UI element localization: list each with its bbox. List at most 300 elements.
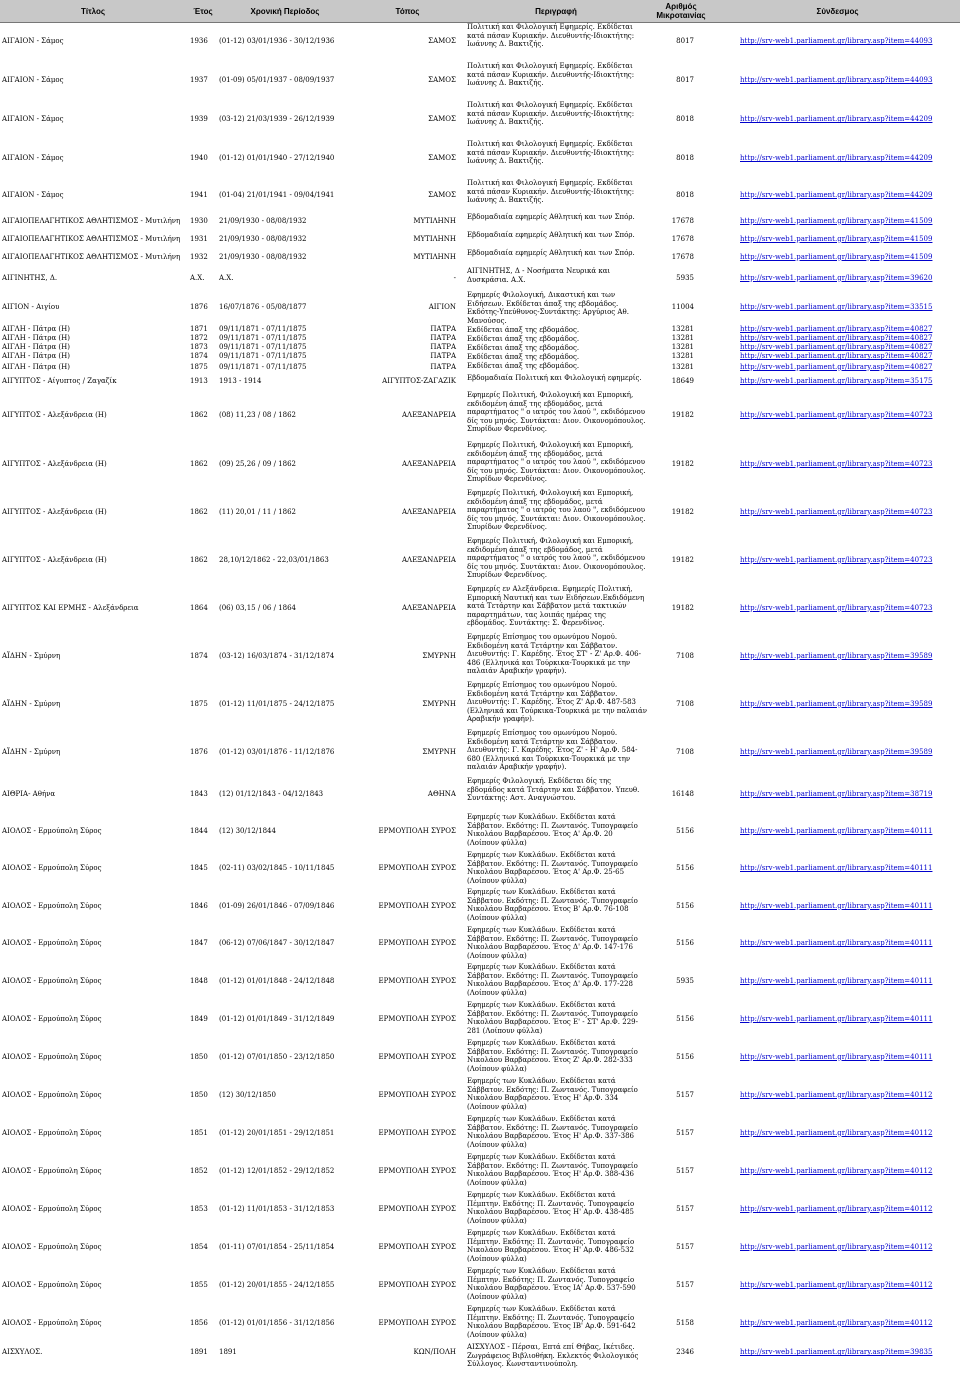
description-cell: Πολιτική και Φιλολογική Εφημερίς. Εκδίδεται κατά πάσαν Κυριακήν. Διευθυντής-Ιδιοκτήτης: Ιωάννης Δ. Βακτιζής. [467,101,635,126]
microfilm-number-cell: 19182 [671,555,694,564]
header-link: Σύνδεσμος [816,6,859,16]
link-cell[interactable]: http://srv-web1.parliament.gr/library.asp?item=40827 [740,325,933,334]
microfilm-number-cell: 13281 [671,352,694,361]
period-cell: (01-12) 01/01/1856 - 31/12/1856 [219,1318,335,1327]
place-cell: ΣΜΥΡΝΗ [422,699,456,708]
description-cell: Εβδομαδιαία εφημερίς Αθλητική και των Σπόρ. [467,213,635,221]
year-cell: 1876 [190,747,208,756]
place-cell: ΚΩΝ/ΠΟΛΗ [413,1348,456,1357]
description-cell: Εφημερίς των Κυκλάδων. Εκδίδεται κατά Σάββατον. Εκδότης: Π. Ζωντανός. Τυπογραφείο Νικολάου Βαρβαρέσου. Έτος Ε' - ΣΤ' Αρ.Φ. 229-281 (Λοίπουν φύλλα) [467,1001,638,1035]
microfilm-number-cell: 8017 [676,76,694,85]
year-cell: 1875 [190,699,208,708]
period-cell: 09/11/1871 - 07/11/1875 [219,325,307,334]
description-cell: Πολιτική και Φιλολογική Εφημερίς. Εκδίδεται κατά πάσαν Κυριακήν. Διευθυντής-Ιδιοκτήτης: Ιωάννης Δ. Βακτιζής. [467,179,635,204]
period-cell: (01-12) 11/01/1875 - 24/12/1875 [219,699,335,708]
period-cell: (11) 20,01 / 11 / 1862 [219,507,296,516]
period-cell: (01-12) 01/01/1940 - 27/12/1940 [219,154,335,163]
place-cell: ΠΑΤΡΑ [430,325,456,334]
microfilm-number-cell: 5935 [676,976,694,985]
place-cell: ΣΜΥΡΝΗ [422,747,456,756]
table-row [0,361,960,373]
title-cell: ΑΙΓΑΙΟΝ - Σάμος [2,154,64,163]
table-row [0,230,960,248]
description-cell: Πολιτική και Φιλολογική Εφημερίς. Εκδίδεται κατά πάσαν Κυριακήν. Διευθυντής-Ιδιοκτήτης: Ιωάννης Δ. Βακτιζής. [467,140,635,165]
microfilm-number-cell: 5156 [676,1014,694,1023]
table-row [0,812,960,850]
link-cell[interactable]: http://srv-web1.parliament.gr/library.asp?item=40112 [740,1128,933,1137]
description-cell: ΑΙΓΙΝΗΤΗΣ, Δ - Νοσήματα Νευρικά και Δυσκράσια. Α.Χ. [467,267,611,284]
period-cell: Α.Χ. [219,273,234,282]
description-cell: Εφημερίς Πολιτική, Φιλολογική και Εμπορική, εκδιδομένη άπαξ της εβδομάδος, μετά παραρτήματος " ο ιατρός του λαού ", εκδιδόμενου δίς του μηνός. Συντάκται: Διον. Οικονομόπουλος. Σπυρίδων Φερενδίνος. [467,537,646,579]
year-cell: 1940 [190,154,208,163]
table-row [0,100,960,139]
microfilm-number-cell: 8018 [676,154,694,163]
year-cell: 1937 [190,76,208,85]
description-cell: Εκδίδεται άπαξ της εβδομάδος. [467,335,580,343]
period-cell: (01-12) 03/01/1876 - 11/12/1876 [219,747,335,756]
microfilm-number-cell: 8017 [676,37,694,46]
table-row [0,680,960,728]
description-cell: Εφημερίς Πολιτική, Φιλολογική και Εμπορική, εκδιδομένη άπαξ της εβδομάδος, μετά παραρτήματος " ο ιατρός του λαού ", εκδιδόμενου δίς του μηνός. Συντάκται: Διον. Οικονομόπουλος. Σπυρίδων Φερενδίνος. [467,489,646,531]
microfilm-number-cell: 5157 [676,1128,694,1137]
microfilm-number-cell: 5157 [676,1204,694,1213]
link-cell[interactable]: http://srv-web1.parliament.gr/library.asp?item=41509 [740,252,933,261]
year-cell: 1846 [190,901,208,910]
year-cell: 1850 [190,1052,208,1061]
description-cell: Εφημερίς Επίσημος του ομωνύμου Νομού. Εκδιδομένη κατά Τετάρτην και Σάββατον. Διευθυντής: Γ. Καρέδης. Έτος ΣΤ' - Ζ' Αρ.Φ. 406-486 (Ελληνικά και Τούρκικα-Τουρκικά με την παλαιάν Αραβικήν γραφήν). [467,633,641,675]
description-cell: Εφημερίς των Κυκλάδων. Εκδίδεται κατά Σάββατον. Εκδότης: Π. Ζωντανός. Τυπογραφείο Νικολάου Βαρβαρέσου. Έτος Α' Αρ.Φ. 20 (Λοίπουν φύλλα) [467,813,638,847]
link-cell[interactable]: http://srv-web1.parliament.gr/library.asp?item=40723 [740,507,933,516]
link-cell[interactable]: http://srv-web1.parliament.gr/library.asp?item=33515 [740,303,933,312]
description-cell: Εφημερίς των Κυκλάδων. Εκδίδεται κατά Σάββατον. Εκδότης: Π. Ζωντανός. Τυπογραφείο Νικολάου Βαρβαρέσου. Έτος Η' Αρ.Φ. 337-386 (Λοίπουν φύλλα) [467,1115,638,1149]
microfilm-number-cell: 2346 [676,1348,694,1357]
title-cell: ΑΙΓΑΙΟΠΕΛΑΓΗΤΙΚΟΣ ΑΘΛΗΤΙΣΜΟΣ - Μυτιλήνη [2,234,181,243]
table-row [0,1076,960,1114]
link-cell[interactable]: http://srv-web1.parliament.gr/library.asp?item=41509 [740,234,933,243]
period-cell: (01-12) 11/01/1853 - 31/12/1853 [219,1204,335,1213]
link-cell[interactable]: http://srv-web1.parliament.gr/library.asp?item=40112 [740,1242,933,1251]
table-row [0,1000,960,1038]
year-cell: 1844 [190,826,208,835]
year-cell: 1873 [190,343,208,352]
link-cell[interactable]: http://srv-web1.parliament.gr/library.asp?item=40112 [740,1204,933,1213]
year-cell: 1931 [190,234,208,243]
table-row [0,343,960,352]
table-row [0,632,960,680]
table-row [0,212,960,230]
year-cell: 1862 [190,459,208,468]
table-header [0,0,960,23]
header-year: Έτος [193,6,213,16]
table-row [0,248,960,266]
title-cell: ΑΙΓΑΙΟΝ - Σάμος [2,190,64,199]
place-cell: ΜΥΤΙΛΗΝΗ [413,234,456,243]
period-cell: (02-11) 03/02/1845 - 10/11/1845 [219,864,335,873]
year-cell: 1930 [190,216,208,225]
title-cell: ΑΙΟΛΟΣ - Ερμούπολη Σύρος [2,1242,102,1251]
table-row [0,1038,960,1076]
title-cell: ΑΙΟΛΟΣ - Ερμούπολη Σύρος [2,1052,102,1061]
microfilm-number-cell: 5158 [676,1318,694,1327]
year-cell: 1872 [190,334,208,343]
table-row [0,584,960,632]
year-cell: 1851 [190,1128,208,1137]
title-cell: ΑΙΓΥΠΤΟΣ - Αλεξάνδρεια (Η) [2,459,107,468]
period-cell: (09) 25,26 / 09 / 1862 [219,459,296,468]
link-cell[interactable]: http://srv-web1.parliament.gr/library.asp?item=39589 [740,699,933,708]
microfilm-number-cell: 17678 [671,216,694,225]
table-row [0,1304,960,1342]
place-cell: ΕΡΜΟΥΠΟΛΗ ΣΥΡΟΣ [378,1280,456,1289]
description-cell: Εβδομαδιαία εφημερίς Αθλητική και των Σπόρ. [467,249,635,257]
place-cell: ΑΛΕΞΑΝΔΡΕΙΑ [401,603,456,612]
year-cell: 1874 [190,352,208,361]
period-cell: (01-12) 12/01/1852 - 29/12/1852 [219,1166,335,1175]
description-cell: Εκδίδεται άπαξ της εβδομάδος. [467,326,580,334]
link-cell[interactable]: http://srv-web1.parliament.gr/library.asp?item=40111 [740,1014,933,1023]
period-cell: (01-09) 05/01/1937 - 08/09/1937 [219,76,335,85]
period-cell: (08) 11,23 / 08 / 1862 [219,410,296,419]
title-cell: ΑΙΟΛΟΣ - Ερμούπολη Σύρος [2,976,102,985]
link-cell[interactable]: http://srv-web1.parliament.gr/library.asp?item=40111 [740,864,933,873]
place-cell: ΑΙΓΙΟΝ [428,303,456,312]
description-cell: Εφημερίς των Κυκλάδων. Εκδίδεται κατά Πέμπτην. Εκδότης: Π. Ζωντανός. Τυπογραφείο Νικολάου Βαρβαρέσου. Έτος Η' Αρ.Φ. 486-532 (Λοίπουν φύλλα) [467,1229,635,1263]
table-row [0,1114,960,1152]
period-cell: 1913 - 1914 [219,377,262,386]
microfilm-number-cell: 11004 [671,303,694,312]
period-cell: (12) 30/12/1850 [219,1090,276,1099]
table-row [0,390,960,440]
microfilm-number-cell: 13281 [671,343,694,352]
period-cell: (03-12) 16/03/1874 - 31/12/1874 [219,651,335,660]
link-cell[interactable]: http://srv-web1.parliament.gr/library.asp?item=40827 [740,362,933,371]
title-cell: ΑΙΟΛΟΣ - Ερμούπολη Σύρος [2,1318,102,1327]
title-cell: ΑΙΓΑΙΟΝ - Σάμος [2,76,64,85]
link-cell[interactable]: http://srv-web1.parliament.gr/library.asp?item=40827 [740,343,933,352]
year-cell: 1853 [190,1204,208,1213]
microfilm-number-cell: 19182 [671,507,694,516]
place-cell: ΕΡΜΟΥΠΟΛΗ ΣΥΡΟΣ [378,1014,456,1023]
period-cell: (03-12) 21/03/1939 - 26/12/1939 [219,115,335,124]
year-cell: 1932 [190,252,208,261]
year-cell: 1876 [190,303,208,312]
microfilm-number-cell: 7108 [676,747,694,756]
description-cell: Εκδίδεται άπαξ της εβδομάδος. [467,344,580,352]
place-cell: ΣΑΜΟΣ [428,115,456,124]
link-cell[interactable]: http://srv-web1.parliament.gr/library.asp?item=40723 [740,410,933,419]
description-cell: Εκδίδεται άπαξ της εβδομάδος. [467,353,580,361]
header-description: Περιγραφή [535,6,577,16]
place-cell: ΑΛΕΞΑΝΔΡΕΙΑ [401,555,456,564]
description-cell: Εφημερίς των Κυκλάδων. Εκδίδεται κατά Σάββατον. Εκδότης: Π. Ζωντανός. Τυπογραφείο Νικολάου Βαρβαρέσου. Έτος Δ' Αρ.Φ. 177-228 (Λοίπουν φύλλα) [467,963,638,997]
title-cell: ΑΙΓΛΗ - Πάτρα (Η) [2,343,70,352]
year-cell: 1875 [190,362,208,371]
title-cell: ΑΙΓΥΠΤΟΣ ΚΑΙ ΕΡΜΗΣ - Αλεξάνδρεια [2,603,139,612]
description-cell: Εφημερίς Επίσημος του ομωνύμου Νομού. Εκδιδομένη κατά Τετάρτην και Σάββατον. Διευθυντής: Γ. Καρέδης. Έτος Ζ' Αρ.Φ. 487-583 (Ελληνικά και Τούρκικα-Τουρκικά με την παλαιάν Αραβικήν γραφήν). [467,681,648,723]
microfilm-number-cell: 19182 [671,410,694,419]
link-cell[interactable]: http://srv-web1.parliament.gr/library.asp?item=40111 [740,1052,933,1061]
period-cell: 21/09/1930 - 08/08/1932 [219,252,307,261]
place-cell: ΠΑΤΡΑ [430,352,456,361]
place-cell: ΕΡΜΟΥΠΟΛΗ ΣΥΡΟΣ [378,901,456,910]
place-cell: ΣΑΜΟΣ [428,154,456,163]
period-cell: 16/07/1876 - 05/08/1877 [219,303,307,312]
description-cell: Εφημερίς των Κυκλάδων. Εκδίδεται κατά Σάββατον. Εκδότης: Π. Ζωντανός. Τυπογραφείο Νικολάου Βαρβαρέσου. Έτος Δ' Αρ.Φ. 147-176 (Λοίπουν φύλλα) [467,926,638,960]
title-cell: ΑΙΓΛΗ - Πάτρα (Η) [2,334,70,343]
link-cell[interactable]: http://srv-web1.parliament.gr/library.asp?item=39589 [740,747,933,756]
place-cell: ΣΜΥΡΝΗ [422,651,456,660]
table-row [0,536,960,584]
year-cell: 1862 [190,555,208,564]
year-cell: 1864 [190,603,208,612]
year-cell: 1852 [190,1166,208,1175]
place-cell: ΠΑΤΡΑ [430,334,456,343]
year-cell: 1862 [190,410,208,419]
period-cell: (06-12) 07/06/1847 - 30/12/1847 [219,939,335,948]
place-cell: ΜΥΤΙΛΗΝΗ [413,252,456,261]
link-cell[interactable]: http://srv-web1.parliament.gr/library.asp?item=44209 [740,154,933,163]
table-row [0,373,960,390]
period-cell: (01-12) 07/01/1850 - 23/12/1850 [219,1052,335,1061]
description-cell: Εφημερίς Πολιτική, Φιλολογική και Εμπορική, εκδιδομένη άπαξ της εβδομάδος, μετά παραρτήματος " ο ιατρός του λαού ", εκδιδόμενου δίς του μηνός. Συντάκται: Διον. Οικονομόπουλος. Σπυρίδων Φερενδίνος. [467,391,646,433]
year-cell: 1849 [190,1014,208,1023]
table-row [0,1190,960,1228]
place-cell: ΕΡΜΟΥΠΟΛΗ ΣΥΡΟΣ [378,976,456,985]
description-cell: Εφημερίς των Κυκλάδων. Εκδίδεται κατά Πέμπτην. Εκδότης: Π. Ζωντανός. Τυπογραφείο Νικολάου Βαρβαρέσου. Έτος ΙΑ' Αρ.Φ. 537-590 (Λοίπουν φύλλα) [467,1267,636,1301]
description-cell: Εφημερίς Επίσημος του ομωνύμου Νομού. Εκδιδομένη κατά Τετάρτην και Σάββατον. Διευθυντής: Γ. Καρέδης. Έτος Ζ' - Η' Αρ.Φ. 584-680 (Ελληνικά και Τούρκικα-Τουρκικά με την παλαιάν Αραβικήν γραφήν). [467,729,638,771]
microfilm-number-cell: 5157 [676,1242,694,1251]
description-cell: ΑΙΣΧΥΛΟΣ - Πέρσαι, Επτά επί Θήβας, Ικέτιδες. Ζωγράφειος Βιβλιοθήκη. Εκλεκτός Φιλολογικός Σύλλογος. Κωνσταντινούπολη. [467,1343,639,1368]
microfilm-number-cell: 5156 [676,826,694,835]
link-cell[interactable]: http://srv-web1.parliament.gr/library.asp?item=39835 [740,1348,933,1357]
title-cell: ΑΪΔΗΝ - Σμύρνη [2,747,61,756]
title-cell: ΑΙΓΙΟΝ - Αιγίου [2,303,60,312]
table-row [0,887,960,925]
period-cell: (01-09) 26/01/1846 - 07/09/1846 [219,901,335,910]
link-cell[interactable]: http://srv-web1.parliament.gr/library.asp?item=40111 [740,976,933,985]
period-cell: 1891 [219,1348,237,1357]
table-row [0,290,960,325]
microfilm-number-cell: 18649 [671,377,694,386]
description-cell: Πολιτική και Φιλολογική Εφημερίς. Εκδίδεται κατά πάσαν Κυριακήν. Διευθυντής-Ιδιοκτήτης: Ιωάννης Δ. Βακτιζής. [467,62,635,87]
description-cell: Εκδίδεται άπαξ της εβδομάδος. [467,362,580,370]
period-cell: (01-12) 03/01/1936 - 30/12/1936 [219,37,335,46]
link-cell[interactable]: http://srv-web1.parliament.gr/library.asp?item=38719 [740,789,933,798]
year-cell: Α.Χ. [190,273,205,282]
microfilm-number-cell: 5156 [676,1052,694,1061]
year-cell: 1874 [190,651,208,660]
table-row [0,1228,960,1266]
table-row [0,139,960,178]
title-cell: ΑΪΔΗΝ - Σμύρνη [2,651,61,660]
year-cell: 1854 [190,1242,208,1251]
year-cell: 1848 [190,976,208,985]
year-cell: 1871 [190,325,208,334]
table-row [0,850,960,887]
link-cell[interactable]: http://srv-web1.parliament.gr/library.asp?item=39620 [740,273,933,282]
year-cell: 1939 [190,115,208,124]
description-cell: Πολιτική και Φιλολογική Εφημερίς. Εκδίδεται κατά πάσαν Κυριακήν. Διευθυντής-Ιδιοκτήτης: Ιωάννης Δ. Βακτιζής. [467,23,635,48]
year-cell: 1936 [190,37,208,46]
title-cell: ΑΙΟΛΟΣ - Ερμούπολη Σύρος [2,1280,102,1289]
table-row [0,352,960,361]
link-cell[interactable]: http://srv-web1.parliament.gr/library.asp?item=40723 [740,603,933,612]
title-cell: ΑΙΓΥΠΤΟΣ - Αλεξάνδρεια (Η) [2,507,107,516]
period-cell: 09/11/1871 - 07/11/1875 [219,334,307,343]
link-cell[interactable]: http://srv-web1.parliament.gr/library.asp?item=40112 [740,1090,933,1099]
link-cell[interactable]: http://srv-web1.parliament.gr/library.asp?item=40112 [740,1280,933,1289]
description-cell: Εφημερίς των Κυκλάδων. Εκδίδεται κατά Σάββατον. Εκδότης: Π. Ζωντανός. Τυπογραφείο Νικολάου Βαρβαρέσου. Έτος Ζ' Αρ.Φ. 282-333 (Λοίπουν φύλλα) [467,1039,638,1073]
microfilm-number-cell: 19182 [671,603,694,612]
table-row [0,1266,960,1304]
period-cell: (01-12) 20/01/1851 - 29/12/1851 [219,1128,335,1137]
description-cell: Εφημερίς των Κυκλάδων. Εκδίδεται κατά Σάββατον. Εκδότης: Π. Ζωντανός. Τυπογραφείο Νικολάου Βαρβαρέσου. Έτος Β' Αρ.Φ. 76-108 (Λοίπουν φύλλα) [467,888,638,922]
link-cell[interactable]: http://srv-web1.parliament.gr/library.asp?item=40723 [740,459,933,468]
year-cell: 1845 [190,864,208,873]
table-row [0,962,960,1000]
link-cell[interactable]: http://srv-web1.parliament.gr/library.asp?item=44209 [740,190,933,199]
title-cell: ΑΙΣΧΥΛΟΣ. [2,1348,43,1357]
link-cell[interactable]: http://srv-web1.parliament.gr/library.asp?item=44093 [740,76,933,85]
link-cell[interactable]: http://srv-web1.parliament.gr/library.asp?item=40827 [740,334,933,343]
link-cell[interactable]: http://srv-web1.parliament.gr/library.asp?item=40112 [740,1166,933,1175]
period-cell: 09/11/1871 - 07/11/1875 [219,362,307,371]
place-cell: ΕΡΜΟΥΠΟΛΗ ΣΥΡΟΣ [378,1052,456,1061]
description-cell: Εφημερίς Φιλολογική. Εκδίδεται δίς της εβδομάδος κατά Τετάρτην και Σάββατον. Υπευθ. Συντάκτης: Αστ. Αναγνώστου. [467,777,640,802]
title-cell: ΑΙΓΥΠΤΟΣ - Αλεξάνδρεια (Η) [2,555,107,564]
title-cell: ΑΙΟΛΟΣ - Ερμούπολη Σύρος [2,1166,102,1175]
microfilm-number-cell: 5156 [676,864,694,873]
link-cell[interactable]: http://srv-web1.parliament.gr/library.asp?item=35175 [740,377,933,386]
period-cell: 21/09/1930 - 08/08/1932 [219,234,307,243]
link-cell[interactable]: http://srv-web1.parliament.gr/library.asp?item=40723 [740,555,933,564]
microfilm-number-cell: 17678 [671,252,694,261]
place-cell: ΕΡΜΟΥΠΟΛΗ ΣΥΡΟΣ [378,1204,456,1213]
title-cell: ΑΙΟΛΟΣ - Ερμούπολη Σύρος [2,1090,102,1099]
period-cell: (01-12) 20/01/1855 - 24/12/1855 [219,1280,335,1289]
microfilm-number-cell: 5157 [676,1280,694,1289]
link-cell[interactable]: http://srv-web1.parliament.gr/library.asp?item=40112 [740,1318,933,1327]
microfilm-number-cell: 7108 [676,699,694,708]
title-cell: ΑΙΟΛΟΣ - Ερμούπολη Σύρος [2,901,102,910]
period-cell: 28,10/12/1862 - 22,03/01/1863 [219,555,329,564]
table-row [0,776,960,812]
link-cell[interactable]: http://srv-web1.parliament.gr/library.asp?item=44209 [740,115,933,124]
place-cell: ΣΑΜΟΣ [428,76,456,85]
period-cell: (01-12) 01/01/1849 - 31/12/1849 [219,1014,335,1023]
place-cell: ΕΡΜΟΥΠΟΛΗ ΣΥΡΟΣ [378,864,456,873]
microfilm-number-cell: 5157 [676,1090,694,1099]
microfilm-number-cell: 5156 [676,939,694,948]
title-cell: ΑΙΟΛΟΣ - Ερμούπολη Σύρος [2,939,102,948]
description-cell: Εφημερίς των Κυκλάδων. Εκδίδεται κατά Πέμπτην. Εκδότης: Π. Ζωντανός. Τυπογραφείο Νικολάου Βαρβαρέσου. Έτος Η' Αρ.Φ. 438-485 (Λοίπουν φύλλα) [467,1191,635,1225]
description-cell: Εβδομαδιαία Πολιτική και Φιλολογική εφημερίς. [467,374,642,382]
link-cell[interactable]: http://srv-web1.parliament.gr/library.asp?item=44093 [740,37,933,46]
title-cell: ΑΙΓΥΠΤΟΣ - Αλεξάνδρεια (Η) [2,410,107,419]
period-cell: (01-12) 01/01/1848 - 24/12/1848 [219,976,335,985]
year-cell: 1843 [190,789,208,798]
header-microfilm-number: Αριθμός Μικροταινίας [656,2,706,20]
period-cell: (01-11) 07/01/1854 - 25/11/1854 [219,1242,335,1251]
description-cell: Εφημερίς Φιλολογική, Δικαστική και των Ειδήσεων. Εκδίδεται άπαξ της εβδομάδος. Εκδότης-Υπεύθυνος-Συντάκτης: Αργύριος Αθ. Μανούσος. [467,291,629,325]
description-cell: Εφημερίς των Κυκλάδων. Εκδίδεται κατά Σάββατον. Εκδότης: Π. Ζωντανός. Τυπογραφείο Νικολάου Βαρβαρέσου. Έτος Η' Αρ.Φ. 388-436 (Λοίπουν φύλλα) [467,1153,638,1187]
year-cell: 1847 [190,939,208,948]
link-cell[interactable]: http://srv-web1.parliament.gr/library.asp?item=40827 [740,352,933,361]
place-cell: ΠΑΤΡΑ [430,362,456,371]
header-title: Τίτλος [80,6,106,16]
place-cell: ΑΛΕΞΑΝΔΡΕΙΑ [401,459,456,468]
title-cell: ΑΙΟΛΟΣ - Ερμούπολη Σύρος [2,1128,102,1137]
link-cell[interactable]: http://srv-web1.parliament.gr/library.asp?item=40111 [740,901,933,910]
table-row [0,728,960,776]
place-cell: ΠΑΤΡΑ [430,343,456,352]
place-cell: ΕΡΜΟΥΠΟΛΗ ΣΥΡΟΣ [378,1242,456,1251]
place-cell: ΕΡΜΟΥΠΟΛΗ ΣΥΡΟΣ [378,1166,456,1175]
microfilm-number-cell: 8018 [676,190,694,199]
period-cell: (12) 01/12/1843 - 04/12/1843 [219,789,324,798]
place-cell: - [453,273,456,282]
period-cell: (12) 30/12/1844 [219,826,276,835]
period-cell: (01-04) 21/01/1941 - 09/04/1941 [219,190,335,199]
microfilm-number-cell: 5156 [676,901,694,910]
title-cell: ΑΙΓΥΠΤΟΣ - Αίγυπτος / Ζαγαζίκ [2,377,117,386]
description-cell: Εβδομαδιαία εφημερίς Αθλητική και των Σπόρ. [467,231,635,239]
period-cell: 09/11/1871 - 07/11/1875 [219,352,307,361]
year-cell: 1862 [190,507,208,516]
description-cell: Εφημερίς Πολιτική, Φιλολογική και Εμπορική, εκδιδομένη άπαξ της εβδομάδος, μετά παραρτήματος " ο ιατρός του λαού ", εκδιδόμενου δίς του μηνός. Συντάκται: Διον. Οικονομόπουλος. Σπυρίδων Φερενδίνος. [467,441,646,483]
microfilm-number-cell: 8018 [676,115,694,124]
place-cell: ΑΛΕΞΑΝΔΡΕΙΑ [401,410,456,419]
place-cell: ΑΘΗΝΑ [427,789,456,798]
title-cell: ΑΙΘΡΙΑ- Αθήνα [2,789,56,798]
place-cell: ΕΡΜΟΥΠΟΛΗ ΣΥΡΟΣ [378,1318,456,1327]
title-cell: ΑΙΓΙΝΗΤΗΣ, Δ. [2,273,58,282]
place-cell: ΕΡΜΟΥΠΟΛΗ ΣΥΡΟΣ [378,1090,456,1099]
title-cell: ΑΙΓΑΙΟΠΕΛΑΓΗΤΙΚΟΣ ΑΘΛΗΤΙΣΜΟΣ - Μυτιλήνη [2,252,181,261]
microfilm-number-cell: 13281 [671,334,694,343]
table-row [0,325,960,334]
title-cell: ΑΙΓΛΗ - Πάτρα (Η) [2,362,70,371]
year-cell: 1891 [190,1348,208,1357]
title-cell: ΑΪΔΗΝ - Σμύρνη [2,699,61,708]
year-cell: 1855 [190,1280,208,1289]
title-cell: ΑΙΓΑΙΟΝ - Σάμος [2,37,64,46]
link-cell[interactable]: http://srv-web1.parliament.gr/library.asp?item=40111 [740,939,933,948]
period-cell: (06) 03,15 / 06 / 1864 [219,603,296,612]
table-row [0,22,960,61]
table-row [0,488,960,536]
microfilm-number-cell: 13281 [671,325,694,334]
title-cell: ΑΙΟΛΟΣ - Ερμούπολη Σύρος [2,826,102,835]
header-place: Τόπος [395,6,420,16]
description-cell: Εφημερίς των Κυκλάδων. Εκδίδεται κατά Πέμπτην. Εκδότης: Π. Ζωντανός. Τυπογραφείο Νικολάου Βαρβαρέσου. Έτος ΙΒ' Αρ.Φ. 591-642 (Λοίπουν φύλλα) [467,1305,636,1339]
link-cell[interactable]: http://srv-web1.parliament.gr/library.asp?item=40111 [740,826,933,835]
table-row [0,1152,960,1190]
place-cell: ΑΙΓΥΠΤΟΣ-ΖΑΓΑΖΙΚ [382,377,456,386]
table-row [0,925,960,962]
period-cell: 09/11/1871 - 07/11/1875 [219,343,307,352]
place-cell: ΑΛΕΞΑΝΔΡΕΙΑ [401,507,456,516]
microfilm-number-cell: 17678 [671,234,694,243]
title-cell: ΑΙΓΛΗ - Πάτρα (Η) [2,325,70,334]
microfilm-number-cell: 16148 [671,789,694,798]
year-cell: 1941 [190,190,208,199]
title-cell: ΑΙΟΛΟΣ - Ερμούπολη Σύρος [2,864,102,873]
year-cell: 1850 [190,1090,208,1099]
link-cell[interactable]: http://srv-web1.parliament.gr/library.asp?item=41509 [740,216,933,225]
microfilm-number-cell: 5935 [676,273,694,282]
link-cell[interactable]: http://srv-web1.parliament.gr/library.asp?item=39589 [740,651,933,660]
